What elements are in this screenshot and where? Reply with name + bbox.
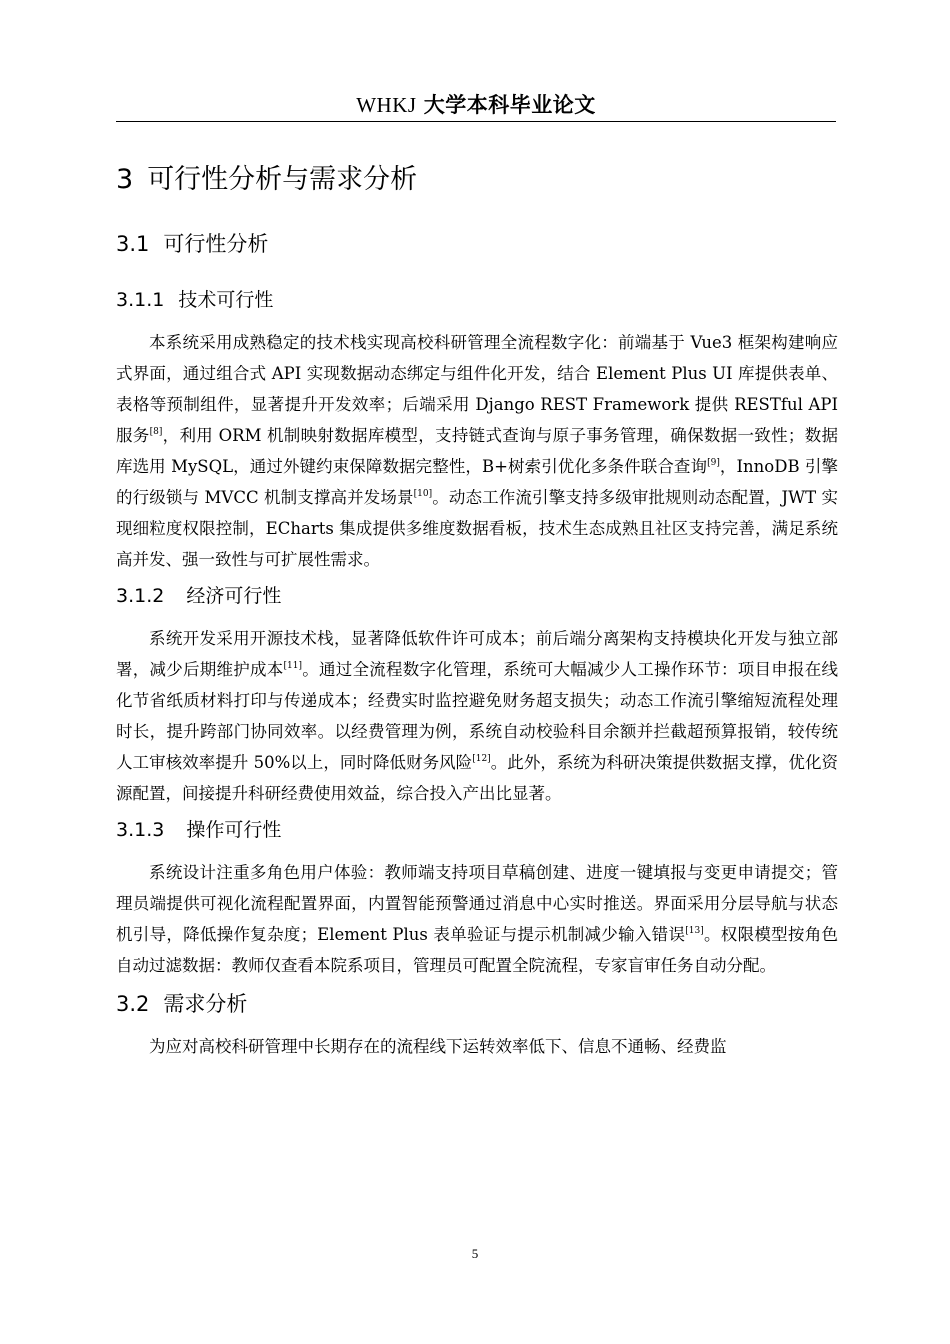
section-title: 可行性分析 <box>163 232 269 256</box>
citation-ref: [12] <box>472 754 491 764</box>
header-university-title: 大学本科毕业论文 <box>423 92 596 117</box>
subsection-number: 3.1.1 <box>116 289 165 311</box>
chapter-title: 可行性分析与需求分析 <box>147 164 418 195</box>
paragraph-economic-feasibility <box>116 623 838 809</box>
text-run: ，InnoDB 引擎的行级锁与 MVCC 机制支撑高并发场景 <box>116 457 838 507</box>
citation-ref: [10] <box>413 489 433 499</box>
text-run: 。权限模型按角色自动过滤数据：教师仅查看本院系项目，管理员可配置全院流程，专家盲审任务自动分配。 <box>116 925 839 975</box>
chapter-number: 3 <box>116 164 134 195</box>
citation-ref: [9] <box>707 458 720 468</box>
text-run: ，利用 ORM 机制映射数据库模型，支持链式查询与原子事务管理，确保数据一致性；数据库选用 MySQL，通过外键约束保障数据完整性，B+树索引优化多条件联合查询 <box>116 426 838 476</box>
text-run: 。此外，系统为科研决策提供数据支撑，优化资源配置，间接提升科研经费使用效益，综合投入产出比显著。 <box>116 753 839 803</box>
page-number: 5 <box>471 1246 479 1261</box>
citation-ref: [13] <box>685 926 704 936</box>
subsection-heading-3-1-3 <box>116 813 838 847</box>
subsection-title: 操作可行性 <box>186 819 282 841</box>
page-body <box>116 150 838 1062</box>
subsection-heading-3-1-1 <box>116 283 838 317</box>
subsection-title: 技术可行性 <box>178 289 274 311</box>
subsection-number: 3.1.3 <box>116 819 165 841</box>
header-code: WHKJ <box>356 93 417 117</box>
paragraph-requirements-intro: 为应对高校科研管理中长期存在的流程线下运转效率低下、信息不通畅、经费监 <box>149 1037 727 1056</box>
subsection-title: 经济可行性 <box>186 585 282 607</box>
text-run: 。通过全流程数字化管理，系统可大幅减少人工操作环节：项目申报在线化节省纸质材料打印与传递成本；经费实时监控避免财务超支损失；动态工作流引擎缩短流程处理时长，提升跨部门协同效率。以经费管理为例，系统自动校验科目余额并拦截超预算报销，较传统人工审核效率提升 50%以上，同时降低财务风险 <box>116 660 839 772</box>
subsection-number: 3.1.2 <box>116 585 165 607</box>
citation-ref: [8] <box>149 427 163 437</box>
section-heading-3-1 <box>116 227 838 261</box>
section-title: 需求分析 <box>163 992 248 1016</box>
section-number: 3.2 <box>116 992 150 1016</box>
running-header <box>116 88 836 122</box>
header-title <box>356 93 596 117</box>
paragraph-operational-feasibility <box>116 857 838 981</box>
text-run: 。动态工作流引擎支持多级审批规则动态配置，JWT 实现细粒度权限控制，ECharts 集成提供多维度数据看板，技术生态成熟且社区支持完善，满足系统高并发、强一致性与可扩展性需求。 <box>116 488 838 569</box>
citation-ref: [11] <box>283 661 302 671</box>
chapter-heading <box>116 160 838 200</box>
text-run: 本系统采用成熟稳定的技术栈实现高校科研管理全流程数字化：前端基于 Vue3 框架构建响应式界面，通过组合式 API 实现数据动态绑定与组件化开发，结合 Element Plus UI 库提供表单、表格等预制组件，显著提升开发效率；后端采用 Django REST Framework 提供 RESTful API 服务 <box>116 333 838 445</box>
paragraph-technical-feasibility <box>116 327 838 575</box>
section-number: 3.1 <box>116 232 150 256</box>
section-heading-3-2 <box>116 987 838 1021</box>
text-run: 系统开发采用开源技术栈，显著降低软件许可成本；前后端分离架构支持模块化开发与独立部署，减少后期维护成本 <box>116 629 838 679</box>
text-run: 系统设计注重多角色用户体验：教师端支持项目草稿创建、进度一键填报与变更申请提交；管理员端提供可视化流程配置界面，内置智能预警通过消息中心实时推送。界面采用分层导航与状态机引导，降低操作复杂度；Element Plus 表单验证与提示机制减少输入错误 <box>116 863 838 944</box>
subsection-heading-3-1-2 <box>116 579 838 613</box>
